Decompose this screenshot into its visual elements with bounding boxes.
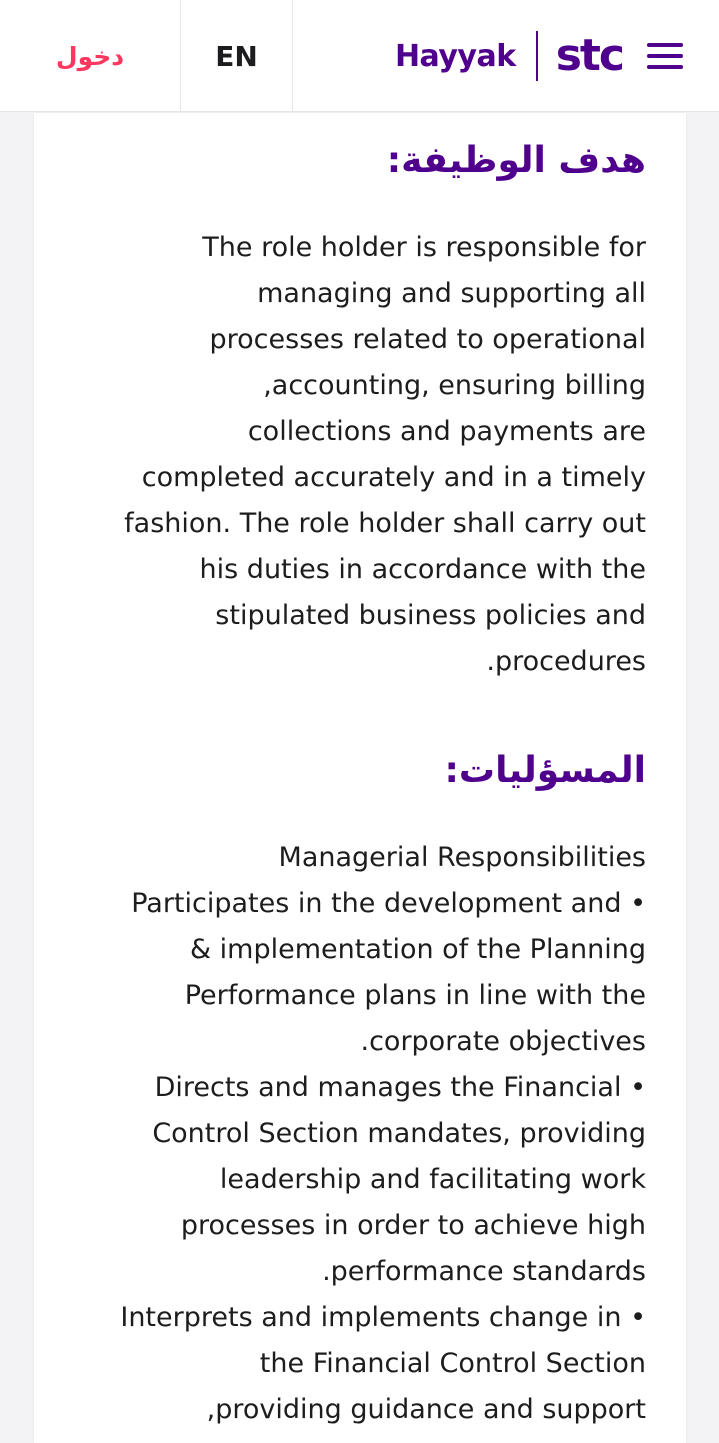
responsibility-line: • Interprets and implements change in	[120, 1302, 646, 1333]
responsibility-line: • Directs and manages the Financial	[154, 1072, 646, 1103]
responsibility-line: • Participates in the development and	[131, 888, 646, 919]
job-goal-line: accounting, ensuring billing,	[263, 370, 646, 401]
job-goal-line: his duties in accordance with the	[199, 554, 646, 585]
brand-row	[395, 31, 683, 81]
hayyak-brand-name[interactable]: Hayyak	[394, 38, 516, 74]
job-goal-description	[34, 225, 686, 685]
job-details-card	[34, 113, 686, 1443]
brand-cell	[293, 0, 719, 112]
job-goal-line: collections and payments are	[247, 416, 646, 447]
stc-logo[interactable]: stc	[555, 30, 623, 81]
responsibility-line: Performance plans in line with the	[184, 980, 646, 1011]
job-goal-line: stipulated business policies and	[215, 600, 646, 631]
brand-divider	[536, 31, 538, 81]
responsibilities-description	[34, 835, 686, 1433]
responsibility-line: the Financial Control Section	[259, 1348, 646, 1379]
language-switch-button[interactable]: EN	[215, 39, 258, 73]
login-link[interactable]: دخول	[55, 41, 125, 71]
job-goal-title: هدف الوظيفة:	[386, 140, 646, 181]
responsibility-line: performance standards.	[322, 1256, 646, 1287]
job-goal-line: completed accurately and in a timely	[141, 462, 646, 493]
job-goal-line: The role holder is responsible for	[202, 232, 646, 263]
responsibility-line: Control Section mandates, providing	[152, 1118, 646, 1149]
job-goal-line: procedures.	[486, 646, 646, 677]
login-cell	[0, 0, 181, 112]
responsibility-line: implementation of the Planning &	[190, 934, 646, 965]
hamburger-menu-icon[interactable]	[647, 43, 683, 69]
responsibilities-title: المسؤليات:	[444, 750, 646, 791]
responsibility-line: leadership and facilitating work	[219, 1164, 646, 1195]
top-navigation-bar	[0, 0, 719, 112]
job-goal-line: managing and supporting all	[257, 278, 646, 309]
job-goal-line: processes related to operational	[209, 324, 646, 355]
responsibility-line: Managerial Responsibilities	[278, 842, 646, 873]
job-goal-line: fashion. The role holder shall carry out	[124, 508, 646, 539]
responsibility-line: providing guidance and support,	[206, 1394, 646, 1425]
responsibility-line: processes in order to achieve high	[180, 1210, 646, 1241]
responsibility-line: corporate objectives.	[360, 1026, 646, 1057]
language-cell	[181, 0, 293, 112]
